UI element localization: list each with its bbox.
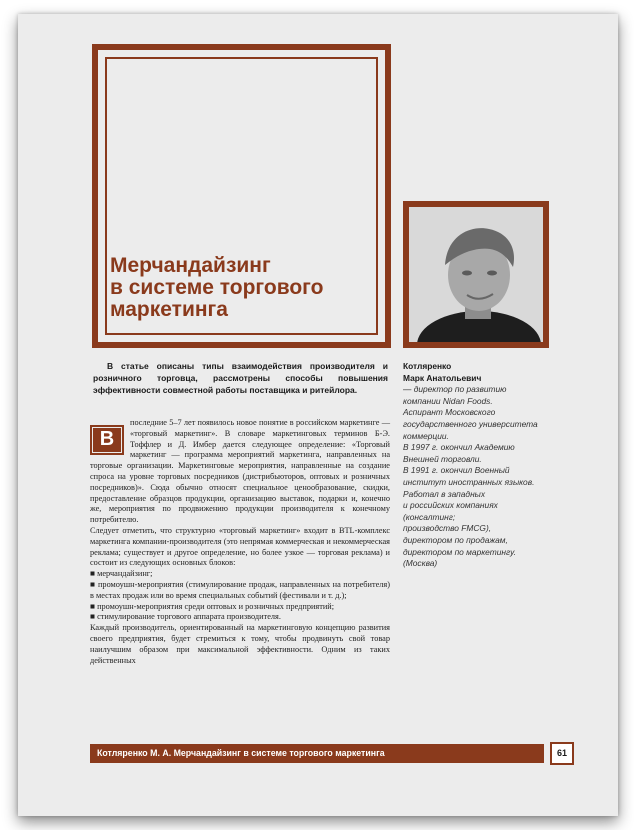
bullet-item: ■ стимулирование торгового аппарата производителя.: [90, 612, 281, 622]
running-footer: Котляренко М. А. Мерчандайзинг в системе торгового маркетинга: [90, 744, 544, 763]
author-name-surname: Котляренко: [403, 361, 452, 371]
drop-cap: В: [90, 425, 124, 455]
author-bio: — директор по развитию компании Nidan Foods. Аспирант Московского государственного университета коммерции. В 1997 г. окончил Академию Внешней торговли. В 1991 г. окончил Военный институт иностранных языков. Работал в западных и российских компаниях (консалтинг; производство FMCG), директором по продажам, директором по маркетингу. (Москва): [403, 384, 538, 569]
author-photo: [409, 207, 543, 342]
bullet-item: ■ промоушн-мероприятия среди оптовых и розничных предприятий;: [90, 601, 335, 611]
article-body: [90, 418, 390, 666]
page-number-box: [550, 742, 574, 765]
bullet-item: ■ промоушн-мероприятия (стимулирование продаж, направленных на потребителя) в местах продаж или во время специальных событий (фестивали и т. д.);: [90, 579, 390, 600]
article-lead: В статье описаны типы взаимодействия производителя и розничного торговца, рассмотрены способы повышения эффективности совместной работы поставщика и ритейлора.: [93, 361, 388, 395]
author-block: [403, 361, 568, 570]
body-paragraph: Следует отметить, что структурно «торговый маркетинг» входит в BTL-комплекс маркетинга компании-производителя (это непрямая коммерческая и некоммерческая реклама; существует и другое определение, но более узкое — торговая реклама) и состоит из следующих основных блоков:: [90, 525, 390, 568]
page-number: 61: [552, 744, 572, 763]
article-title: Мерчандайзинг в системе торгового маркетинга: [110, 254, 324, 321]
body-paragraph: Каждый производитель, ориентированный на маркетинговую концепцию развития своего предприятия, будет стремиться к тому, чтобы продвинуть свой товар наилучшим образом при максимальной эффективности. Одним из таких действенных: [90, 623, 390, 665]
body-paragraph: последние 5–7 лет появилось новое понятие в российском маркетинге — «торговый маркетинг». В словаре маркетинговых терминов Б-Э. Тоффлер и Д. Имбер дается следующее определение: «Торговый маркетинг — программа мероприятий маркетинга, направленных на торговые организации. Маркетинговые мероприятия, направленные на создание спроса на уровне торговых посредников (дистрибьюторов, оптовых и розничных посредников)». Сюда обычно относят специальное ценообразование, скидки, предоставление образцов продукции, организацию выставок, подарки и, конечно же, мероприятия по продвижению продукции производителя к конечному потребителю.: [90, 418, 390, 525]
bullet-item: ■ мерчандайзинг;: [90, 569, 153, 579]
author-name-given: Марк Анатольевич: [403, 372, 482, 383]
